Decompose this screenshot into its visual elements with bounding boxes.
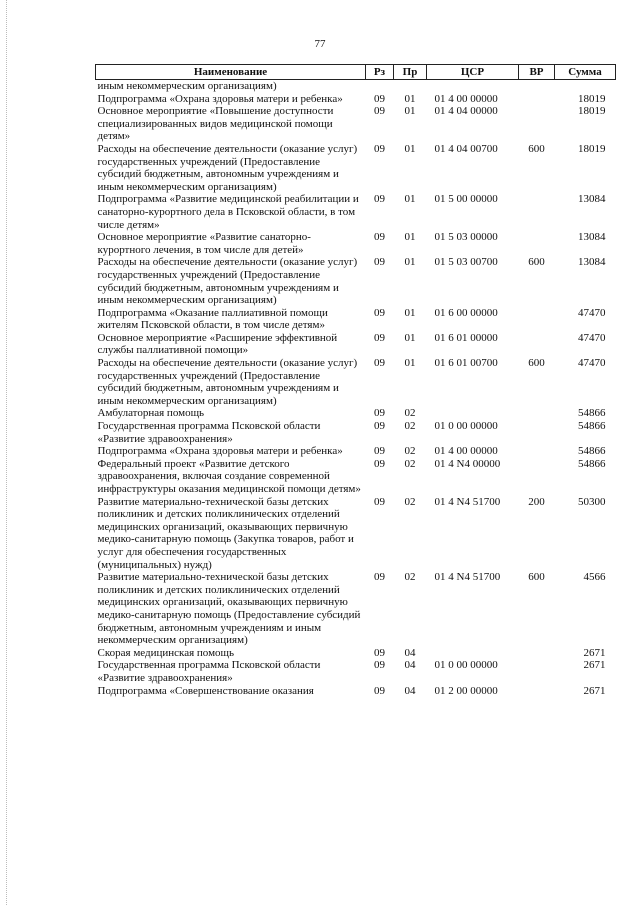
- header-rz: Рз: [366, 65, 394, 80]
- cell-rz: 09: [374, 331, 385, 344]
- cell-sum: 18019: [578, 92, 606, 105]
- cell-sum: [555, 80, 616, 93]
- cell-pr: 01: [404, 256, 416, 269]
- cell-name: Основное мероприятие «Расширение эффективной службы паллиативной помощи»: [97, 331, 338, 357]
- cell-name: Развитие материально-технической базы детских поликлиник и детских поликлинических отделений медицинских организаций, оказывающих первичную медико-санитарную помощь (Закупка товаров, работ и услуг для обеспечения государственных (муниципальных) нужд): [97, 495, 354, 571]
- cell-csr: 01 5 03 00000: [434, 231, 498, 244]
- cell-rz: 09: [374, 495, 385, 508]
- cell-vr: 600: [528, 256, 545, 269]
- cell-pr: 02: [404, 495, 416, 508]
- cell-pr: 04: [404, 659, 416, 672]
- table-row: [96, 105, 616, 143]
- cell-name: Амбулаторная помощь: [97, 407, 205, 420]
- cell-sum: 4566: [583, 571, 606, 584]
- cell-csr: 01 5 03 00700: [434, 256, 498, 269]
- cell-pr: 02: [404, 420, 416, 433]
- cell-vr: 200: [528, 495, 545, 508]
- cell-rz: 09: [374, 571, 385, 584]
- cell-vr: [519, 332, 555, 357]
- table-row: [96, 458, 616, 496]
- cell-name: Подпрограмма «Оказание паллиативной помощи жителям Псковской области, в том числе детям»: [97, 306, 328, 332]
- cell-csr: [427, 647, 519, 660]
- cell-csr: 01 4 N4 51700: [434, 571, 501, 584]
- cell-vr: [519, 307, 555, 332]
- cell-rz: 09: [374, 105, 385, 118]
- cell-rz: 09: [374, 659, 385, 672]
- table-row: [96, 80, 616, 93]
- cell-pr: 01: [404, 92, 416, 105]
- cell-pr: 01: [404, 306, 416, 319]
- cell-vr: [519, 407, 555, 420]
- cell-sum: 2671: [583, 684, 606, 697]
- cell-csr: 01 0 00 00000: [434, 659, 498, 672]
- cell-sum: 18019: [578, 142, 606, 155]
- cell-name: Государственная программа Псковской области «Развитие здравоохранения»: [97, 659, 321, 684]
- cell-sum: 13084: [578, 193, 606, 206]
- cell-pr: 01: [404, 142, 416, 155]
- page-number: 77: [314, 38, 326, 50]
- cell-name: Федеральный проект «Развитие детского здравоохранения, включая создание современной инфраструктуры оказания медицинской помощи детям»: [97, 457, 361, 495]
- cell-name: Подпрограмма «Совершенствование оказания: [97, 684, 314, 697]
- cell-rz: 09: [374, 646, 385, 659]
- table-row: [96, 231, 616, 256]
- cell-rz: 09: [374, 684, 385, 697]
- cell-pr: 04: [404, 684, 416, 697]
- table-row: [96, 193, 616, 231]
- cell-name: Расходы на обеспечение деятельности (оказание услуг) государственных учреждений (Предоставление субсидий бюджетным, автономным учреждениям и иным некоммерческим организациям): [97, 357, 358, 407]
- cell-rz: 09: [374, 420, 385, 433]
- cell-csr: 01 6 00 00000: [434, 306, 498, 319]
- cell-csr: [427, 407, 519, 420]
- cell-name: Основное мероприятие «Развитие санаторно-курортного лечения, в том числе для детей»: [97, 231, 311, 256]
- cell-sum: 54866: [578, 445, 606, 458]
- table-row: [96, 332, 616, 357]
- cell-pr: 02: [404, 571, 416, 584]
- cell-sum: 54866: [578, 457, 606, 470]
- cell-vr: [519, 193, 555, 231]
- cell-csr: 01 6 01 00000: [434, 331, 498, 344]
- cell-name: Развитие материально-технической базы детских поликлиник и детских поликлинических отделений медицинских организаций, оказывающих первичную медико-санитарную помощь (Предоставление субсидий бюджетным, автономным учреждениям и иным некоммерческим организациям): [97, 571, 361, 647]
- table-row: [96, 659, 616, 684]
- cell-pr: 02: [404, 445, 416, 458]
- cell-vr: 600: [528, 142, 545, 155]
- cell-pr: [394, 80, 427, 93]
- cell-vr: [519, 659, 555, 684]
- cell-name: Подпрограмма «Охрана здоровья матери и ребенка»: [97, 92, 343, 105]
- cell-csr: [427, 80, 519, 93]
- cell-sum: 47470: [578, 306, 606, 319]
- table-row: [96, 571, 616, 647]
- cell-rz: 09: [374, 407, 385, 420]
- cell-csr: 01 4 N4 51700: [434, 495, 501, 508]
- table-row: [96, 685, 616, 698]
- cell-rz: 09: [374, 92, 385, 105]
- cell-csr: 01 4 00 00000: [434, 92, 498, 105]
- cell-pr: 02: [404, 407, 416, 420]
- cell-name: Государственная программа Псковской области «Развитие здравоохранения»: [97, 420, 321, 445]
- table-row: [96, 420, 616, 445]
- cell-vr: 600: [528, 571, 545, 584]
- cell-rz: 09: [374, 193, 385, 206]
- cell-pr: 01: [404, 331, 416, 344]
- cell-name: Скорая медицинская помощь: [97, 646, 235, 659]
- table-row: [96, 357, 616, 407]
- cell-csr: 01 4 04 00700: [434, 142, 498, 155]
- table-body: [96, 80, 616, 698]
- cell-sum: 2671: [583, 646, 606, 659]
- cell-name: Подпрограмма «Развитие медицинской реабилитации и санаторно-курортного дела в Псковской области, в том числе детям»: [97, 193, 359, 231]
- cell-csr: 01 5 00 00000: [434, 193, 498, 206]
- cell-name: Расходы на обеспечение деятельности (оказание услуг) государственных учреждений (Предоставление субсидий бюджетным, автономным учреждениям и иным некоммерческим организациям): [97, 256, 358, 307]
- cell-csr: 01 2 00 00000: [434, 684, 498, 697]
- cell-vr: [519, 80, 555, 93]
- table-row: [96, 647, 616, 660]
- cell-vr: [519, 458, 555, 496]
- cell-sum: 54866: [578, 407, 606, 420]
- cell-name: Основное мероприятие «Повышение доступности специализированных видов медицинской помощи детям»: [97, 105, 334, 143]
- cell-csr: 01 6 01 00700: [434, 357, 498, 370]
- cell-vr: [519, 231, 555, 256]
- cell-vr: [519, 105, 555, 143]
- cell-pr: 01: [404, 193, 416, 206]
- cell-pr: 04: [404, 646, 416, 659]
- budget-table: [95, 64, 616, 697]
- cell-rz: 09: [374, 457, 385, 470]
- table-row: [96, 407, 616, 420]
- header-vr: ВР: [519, 65, 555, 80]
- cell-name: иным некоммерческим организациям): [97, 80, 277, 92]
- cell-sum: 47470: [578, 357, 606, 370]
- cell-name: Подпрограмма «Охрана здоровья матери и ребенка»: [97, 445, 343, 458]
- cell-csr: 01 0 00 00000: [434, 420, 498, 433]
- cell-pr: 01: [404, 231, 416, 244]
- cell-csr: 01 4 00 00000: [434, 445, 498, 458]
- cell-rz: 09: [374, 142, 385, 155]
- header-csr: ЦСР: [427, 65, 519, 80]
- cell-rz: 09: [374, 445, 385, 458]
- cell-rz: [366, 80, 394, 93]
- cell-vr: [519, 93, 555, 106]
- scan-margin-line: [6, 0, 8, 905]
- cell-pr: 01: [404, 357, 416, 370]
- cell-rz: 09: [374, 256, 385, 269]
- cell-vr: 600: [528, 357, 545, 370]
- header-sum: Сумма: [555, 65, 616, 80]
- cell-vr: [519, 420, 555, 445]
- cell-sum: 54866: [578, 420, 606, 433]
- table-row: [96, 445, 616, 458]
- cell-rz: 09: [374, 306, 385, 319]
- cell-sum: 13084: [578, 231, 606, 244]
- table-row: [96, 256, 616, 306]
- cell-csr: 01 4 N4 00000: [434, 457, 501, 470]
- cell-rz: 09: [374, 231, 385, 244]
- cell-vr: [519, 647, 555, 660]
- cell-vr: [519, 445, 555, 458]
- table-row: [96, 496, 616, 572]
- cell-sum: 47470: [578, 331, 606, 344]
- cell-pr: 01: [404, 105, 416, 118]
- cell-rz: 09: [374, 357, 385, 370]
- cell-name: Расходы на обеспечение деятельности (оказание услуг) государственных учреждений (Предоставление субсидий бюджетным, автономным учреждениям и иным некоммерческим организациям): [97, 142, 358, 193]
- table-row: [96, 93, 616, 106]
- cell-vr: [519, 685, 555, 698]
- cell-csr: 01 4 04 00000: [434, 105, 498, 118]
- cell-sum: 18019: [578, 105, 606, 118]
- cell-sum: 2671: [583, 659, 606, 672]
- table-row: [96, 143, 616, 193]
- header-pr: Пр: [394, 65, 427, 80]
- table-row: [96, 307, 616, 332]
- table-header-row: [96, 65, 616, 80]
- cell-sum: 13084: [578, 256, 606, 269]
- header-name: Наименование: [96, 65, 366, 80]
- cell-pr: 02: [404, 457, 416, 470]
- cell-sum: 50300: [578, 495, 606, 508]
